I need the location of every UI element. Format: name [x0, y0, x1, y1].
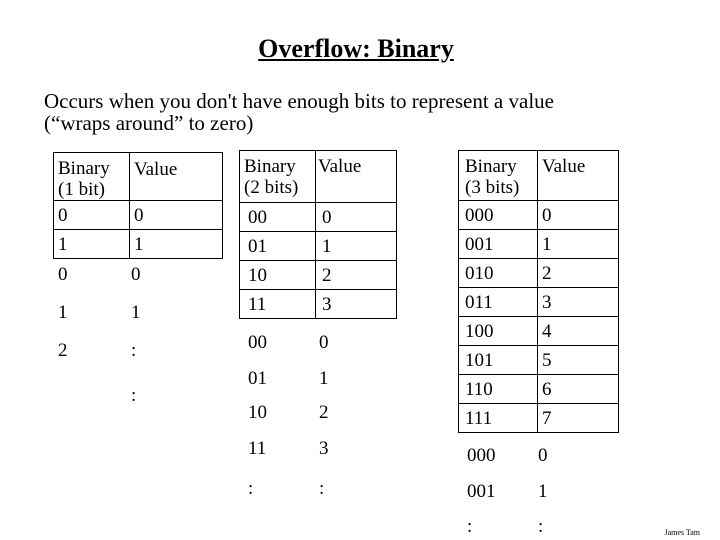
table-1-bit — [53, 152, 223, 259]
bit-width-label: (3 bits) — [465, 177, 520, 198]
binary-header-label: Binary — [58, 157, 110, 179]
binary-cell: 10 — [240, 261, 316, 290]
continuation-value: 3 — [319, 438, 329, 459]
continuation-binary: 2 — [58, 340, 68, 361]
value-header-cell — [130, 153, 223, 201]
continuation-binary: 01 — [248, 368, 267, 389]
value-cell: 1 — [130, 230, 223, 259]
continuation-binary: 1 — [58, 302, 68, 323]
author-credit: James Tam — [664, 528, 700, 537]
value-cell: 3 — [316, 290, 397, 319]
ellipsis-marker: : — [131, 385, 137, 406]
continuation-binary: 00 — [248, 332, 267, 353]
binary-header-cell — [54, 153, 130, 201]
value-header-cell — [538, 151, 619, 201]
continuation-value: 0 — [131, 264, 141, 285]
value-cell: 0 — [316, 203, 397, 232]
continuation-value: 2 — [319, 402, 329, 423]
value-cell: 3 — [538, 288, 619, 317]
continuation-value: 0 — [538, 445, 548, 466]
binary-cell: 011 — [459, 288, 538, 317]
binary-cell: 00 — [240, 203, 316, 232]
table-row — [459, 346, 619, 375]
binary-cell: 1 — [54, 230, 130, 259]
ellipsis-marker: : — [467, 516, 473, 537]
value-cell: 2 — [538, 259, 619, 288]
binary-cell: 100 — [459, 317, 538, 346]
value-cell: 1 — [316, 232, 397, 261]
table-row — [54, 201, 223, 230]
table-2-bits — [239, 150, 397, 319]
value-header-label: Value — [318, 156, 362, 177]
binary-cell: 000 — [459, 201, 538, 230]
ellipsis-marker: : — [538, 516, 544, 537]
bit-width-label: (2 bits) — [244, 177, 299, 198]
ellipsis-marker: : — [131, 340, 137, 361]
binary-cell: 11 — [240, 290, 316, 319]
table-header-row — [459, 151, 619, 201]
ellipsis-marker: : — [248, 478, 254, 499]
table-row — [240, 232, 397, 261]
value-header-label: Value — [542, 156, 586, 177]
binary-cell: 110 — [459, 375, 538, 404]
value-cell: 7 — [538, 404, 619, 433]
continuation-binary: 000 — [467, 445, 496, 466]
continuation-binary: 0 — [58, 264, 68, 285]
value-cell: 4 — [538, 317, 619, 346]
ellipsis-marker: : — [319, 478, 325, 499]
intro-line-1: Occurs when you don't have enough bits to represent a value — [44, 89, 554, 113]
table-3-bits — [458, 150, 619, 433]
binary-header-cell — [240, 151, 316, 203]
table-row — [459, 259, 619, 288]
binary-header-label: Binary — [244, 156, 296, 177]
bit-width-label: (1 bit) — [58, 178, 105, 200]
table-row — [459, 317, 619, 346]
intro-line-2: (“wraps around” to zero) — [44, 111, 254, 135]
table-header-row — [240, 151, 397, 203]
table-row — [459, 404, 619, 433]
table-row — [54, 230, 223, 259]
continuation-binary: 10 — [248, 402, 267, 423]
value-cell: 0 — [130, 201, 223, 230]
table-row — [240, 261, 397, 290]
table-header-row — [54, 153, 223, 201]
table-row — [459, 288, 619, 317]
binary-cell: 001 — [459, 230, 538, 259]
binary-cell: 111 — [459, 404, 538, 433]
binary-header-label: Binary — [465, 156, 517, 177]
table-row — [459, 375, 619, 404]
table-row — [459, 201, 619, 230]
continuation-binary: 11 — [248, 438, 267, 459]
value-cell: 0 — [538, 201, 619, 230]
binary-header-cell — [459, 151, 538, 201]
continuation-value: 1 — [538, 481, 548, 502]
binary-cell: 01 — [240, 232, 316, 261]
continuation-value: 0 — [319, 332, 329, 353]
page-title: Overflow: Binary — [258, 34, 454, 63]
table-row — [240, 290, 397, 319]
value-cell: 1 — [538, 230, 619, 259]
value-cell: 2 — [316, 261, 397, 290]
continuation-value: 1 — [319, 368, 329, 389]
table-row — [459, 230, 619, 259]
continuation-binary: 001 — [467, 481, 496, 502]
binary-cell: 010 — [459, 259, 538, 288]
value-header-label: Value — [134, 159, 178, 180]
continuation-value: 1 — [131, 302, 141, 323]
table-row — [240, 203, 397, 232]
value-cell: 6 — [538, 375, 619, 404]
value-cell: 5 — [538, 346, 619, 375]
intro-text — [44, 90, 554, 134]
binary-cell: 101 — [459, 346, 538, 375]
binary-cell: 0 — [54, 201, 130, 230]
value-header-cell — [316, 151, 397, 203]
